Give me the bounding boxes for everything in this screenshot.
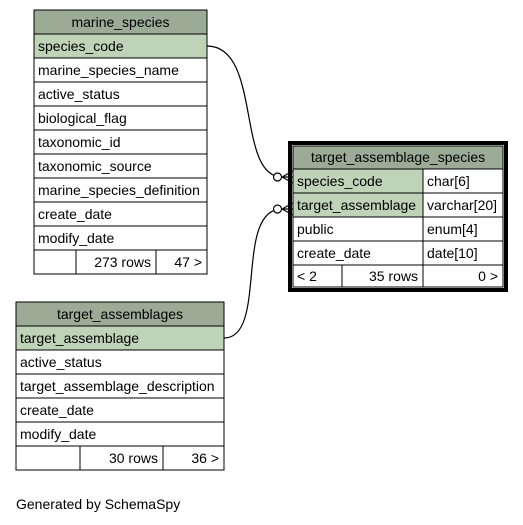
table-title: target_assemblage_species — [310, 149, 486, 165]
column-name: modify_date — [20, 426, 97, 442]
relationship-species-code — [207, 46, 282, 177]
column-name: marine_species_name — [38, 62, 179, 78]
column-name: target_assemblage — [297, 197, 417, 213]
column-name: create_date — [297, 245, 371, 261]
row-count: 273 rows — [94, 254, 151, 270]
column-name: marine_species_definition — [38, 182, 200, 198]
column-name: active_status — [20, 354, 102, 370]
table-title: target_assemblages — [56, 306, 184, 322]
column-name: species_code — [297, 173, 383, 189]
table-target-assemblage-species[interactable] — [290, 143, 506, 290]
table-target-assemblages[interactable] — [16, 302, 224, 470]
column-name: create_date — [20, 402, 94, 418]
pk-column: target_assemblage — [20, 330, 140, 346]
column-name: taxonomic_source — [38, 158, 152, 174]
column-type: date[10] — [427, 245, 478, 261]
column-name: active_status — [38, 86, 120, 102]
pk-column: species_code — [38, 38, 124, 54]
column-type: enum[4] — [427, 221, 478, 237]
table-marine-species[interactable] — [34, 10, 207, 274]
parents-link[interactable]: < 2 — [297, 268, 317, 284]
children-link[interactable]: 47 > — [174, 254, 202, 270]
table-title: marine_species — [71, 14, 170, 30]
column-name: modify_date — [38, 230, 115, 246]
column-name: public — [297, 221, 334, 237]
relationship-target-assemblage-circle — [274, 205, 282, 213]
generated-by-text: Generated by SchemaSpy — [16, 496, 181, 512]
column-name: target_assemblage_description — [20, 378, 215, 394]
children-link[interactable]: 36 > — [191, 450, 219, 466]
row-count: 30 rows — [108, 450, 158, 466]
row-count: 35 rows — [368, 268, 418, 284]
column-name: biological_flag — [38, 110, 127, 126]
children-link[interactable]: 0 > — [478, 268, 498, 284]
column-name: create_date — [38, 206, 112, 222]
column-type: char[6] — [427, 173, 470, 189]
column-name: taxonomic_id — [38, 134, 121, 150]
relationship-species-code-circle — [274, 173, 282, 181]
column-type: varchar[20] — [427, 197, 498, 213]
relationship-target-assemblage — [224, 209, 282, 338]
